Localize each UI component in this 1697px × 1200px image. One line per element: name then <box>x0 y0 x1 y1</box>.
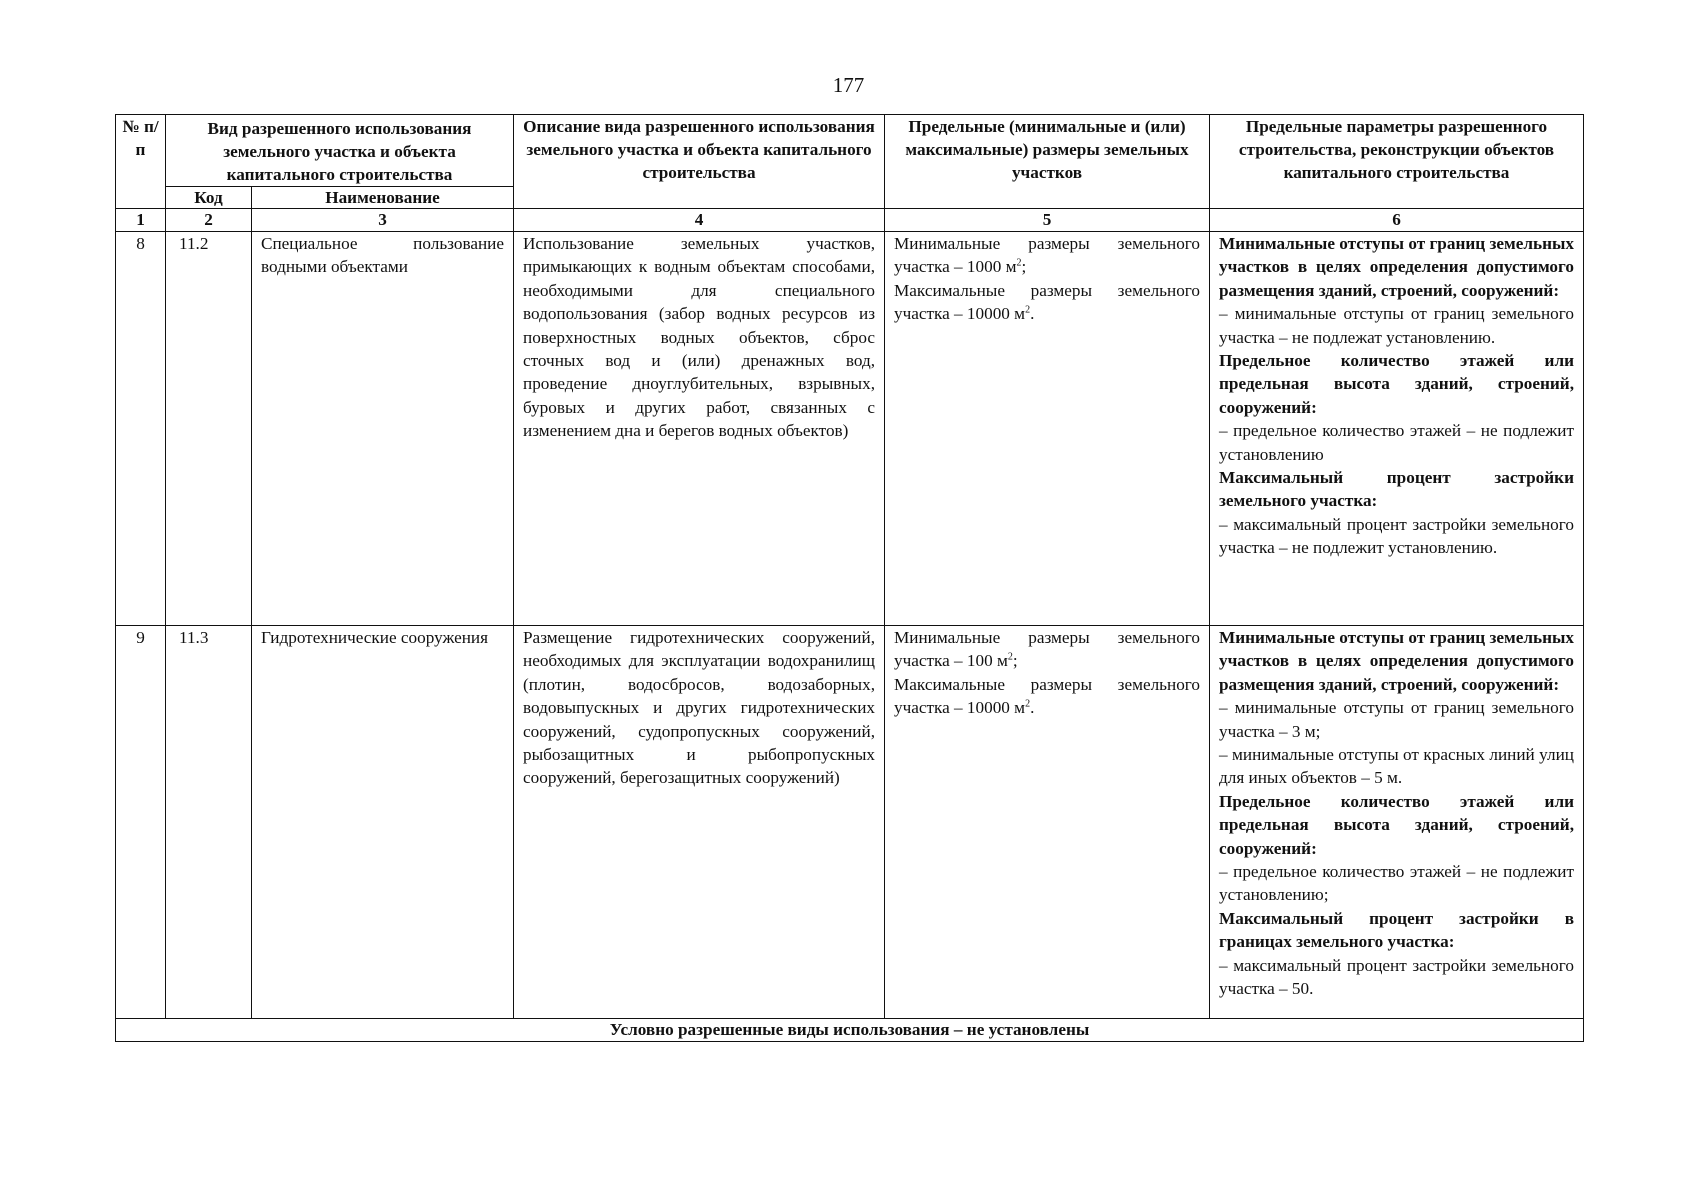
header-name: Наименование <box>252 187 514 209</box>
param-heading: Максимальный процент застройки в границах земельного участка: <box>1219 908 1574 952</box>
row-num: 8 <box>116 232 166 626</box>
land-use-table <box>115 114 1584 1042</box>
row-params <box>1210 626 1584 1019</box>
header-row <box>116 115 1584 187</box>
header-num: № п/п <box>116 115 166 209</box>
size-min: Минимальные размеры земельного участка – 100 $м^2$; <box>894 628 1200 671</box>
column-number: 4 <box>514 209 885 232</box>
param-value: – минимальные отступы от границ земельного участка – 3 м; <box>1219 698 1574 741</box>
size-max: Максимальные размеры земельного участка – 10000 $м^2$. <box>894 280 1200 324</box>
header-params: Предельные параметры разрешенного строительства, реконструкции объектов капитального строительства <box>1210 115 1584 209</box>
row-code: 11.2 <box>166 232 252 626</box>
header-description: Описание вида разрешенного использования земельного участка и объекта капитального строительства <box>514 115 885 209</box>
row-sizes <box>885 626 1210 1019</box>
param-value: – предельное количество этажей – не подлежит установлению <box>1219 421 1574 464</box>
param-value: – максимальный процент застройки земельного участка – не подлежит установлению. <box>1219 514 1574 558</box>
param-value: – предельное количество этажей – не подлежит установлению; <box>1219 862 1574 905</box>
row-num: 9 <box>116 626 166 1019</box>
row-code: 11.3 <box>166 626 252 1019</box>
param-value: – максимальный процент застройки земельного участка – 50. <box>1219 955 1574 999</box>
param-heading: Предельное количество этажей или предельная высота зданий, строений, сооружений: <box>1219 351 1574 417</box>
size-max: Максимальные размеры земельного участка – 10000 $м^2$. <box>894 674 1200 718</box>
column-number-row <box>116 209 1584 232</box>
header-sizes: Предельные (минимальные и (или) максимальные) размеры земельных участков <box>885 115 1210 209</box>
param-heading: Минимальные отступы от границ земельных участков в целях определения допустимого размещения зданий, строений, сооружений: <box>1219 628 1574 694</box>
param-heading: Предельное количество этажей или предельная высота зданий, строений, сооружений: <box>1219 791 1574 858</box>
column-number: 1 <box>116 209 166 232</box>
param-heading: Максимальный процент застройки земельного участка: <box>1219 468 1574 511</box>
header-group: Вид разрешенного использования земельного участка и объекта капитального строительства <box>166 115 514 187</box>
param-value: – минимальные отступы от границ земельного участка – не подлежат установлению. <box>1219 304 1574 347</box>
column-number: 6 <box>1210 209 1584 232</box>
param-heading: Минимальные отступы от границ земельных участков в целях определения допустимого размещения зданий, строений, сооружений: <box>1219 234 1574 300</box>
row-name: Гидротехнические сооружения <box>252 626 514 1019</box>
row-name: Специальное пользование водными объектами <box>252 232 514 626</box>
page-number: 177 <box>832 73 865 97</box>
header-code: Код <box>166 187 252 209</box>
row-sizes <box>885 232 1210 626</box>
table-row <box>116 232 1584 626</box>
size-min: Минимальные размеры земельного участка – 1000 $м^2$; <box>894 234 1200 277</box>
column-number: 5 <box>885 209 1210 232</box>
row-description: Размещение гидротехнических сооружений, необходимых для эксплуатации водохранилищ (плотин, водосбросов, водозаборных, водовыпускных и других гидротехнических сооружений, судопропускных сооружений, рыбозащитных и рыбопропускных сооружений, берегозащитных сооружений) <box>514 626 885 1019</box>
conditional-uses-note: Условно разрешенные виды использования – не установлены <box>116 1019 1584 1042</box>
column-number: 3 <box>252 209 514 232</box>
row-params <box>1210 232 1584 626</box>
row-description: Использование земельных участков, примыкающих к водным объектам способами, необходимыми для специального водопользования (забор водных ресурсов из поверхностных водных объектов, сброс сточных вод и (или) дренажных вод, проведение дноуглубительных, взрывных, буровых и других работ, связанных с изменением дна и берегов водных объектов) <box>514 232 885 626</box>
table-row <box>116 626 1584 1019</box>
column-number: 2 <box>166 209 252 232</box>
param-value: – минимальные отступы от красных линий улиц для иных объектов – 5 м. <box>1219 745 1574 788</box>
footer-row <box>116 1019 1584 1042</box>
